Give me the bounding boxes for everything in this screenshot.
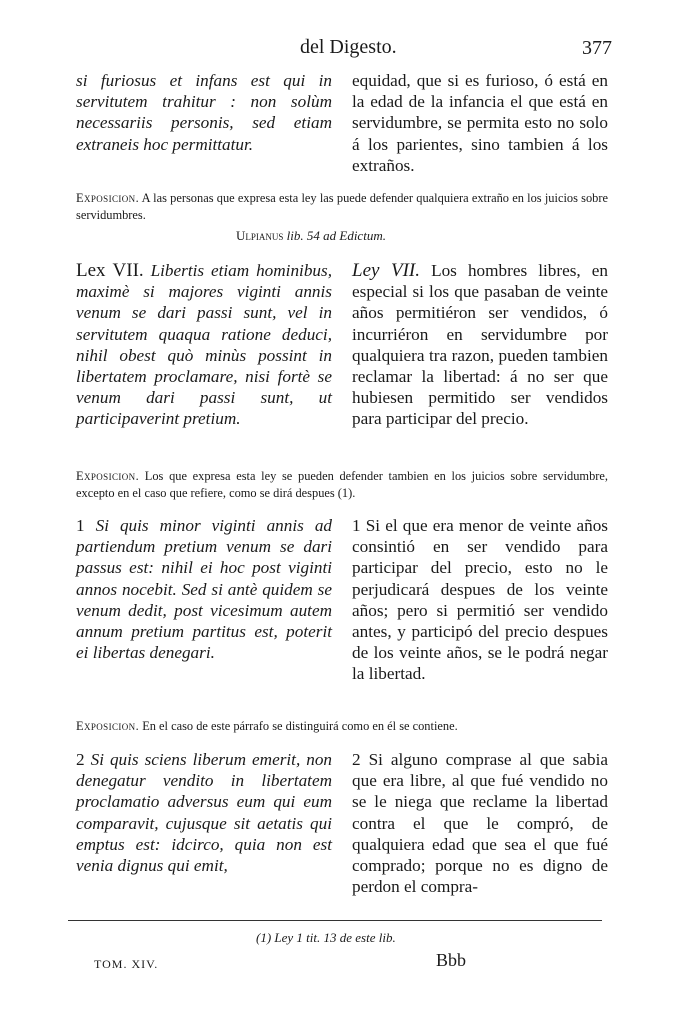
latin-text: si furiosus et infans est qui in servitutem trahitur : non solùm necessariis personis, sed etiam extraneis hoc permittatur.	[76, 71, 332, 154]
latin-column-lex7	[76, 260, 332, 430]
source-author: Ulpianus	[236, 228, 284, 243]
latin-column-block1	[76, 70, 332, 155]
law-heading-spanish: Ley VII.	[352, 260, 420, 281]
spanish-column-para2	[352, 749, 608, 897]
exposition-text: En el caso de este párrafo se distinguirá como en él se contiene.	[142, 719, 458, 733]
volume-label: TOM. XIV.	[94, 957, 159, 971]
spanish-column-lex7	[352, 260, 608, 430]
footnote-rule	[68, 920, 602, 921]
exposition-label: Exposicion.	[76, 719, 140, 733]
paragraph-number: 1	[352, 516, 361, 535]
exposition-text: Los que expresa esta ley se pueden defender tambien en los juicios sobre servidumbre, excepto en el caso que refiere, como se dirá despues (1).	[76, 469, 608, 500]
paragraph-number: 2	[76, 750, 85, 769]
exposition-note	[76, 190, 608, 224]
paragraph-number: 2	[352, 750, 361, 769]
spanish-text: Si el que era menor de veinte años consintió en ser vendido para participar del precio, esto no le perjudicará despues de los veinte años; pero si permitió ser vendido antes, y participó del precio despues de los veinte años, se le podrá negar la libertad.	[352, 516, 608, 684]
latin-text: Si quis minor viginti annis ad partiendum pretium venum se dari passus est: nihil ei hoc post viginti annos nocebit. Sed si antè quidem se venum dedit, post vicesimum autem annum pretium partitus est, poterit ei libertas denegari.	[76, 516, 333, 663]
paragraph-number: 1	[76, 516, 85, 535]
page-number: 377	[582, 37, 612, 59]
exposition-text: A las personas que expresa esta ley las puede defender qualquiera extraño en los juicios sobre servidumbres.	[76, 191, 608, 222]
latin-text: Libertis etiam hominibus, maximè si majores viginti annis venum se dari passi sunt, vel in servitutem quaqua ratione deduci, nihil obest quò minùs possint in libertatem proclamare, nisi fortè se venum dari passi sunt, ut participaverint pretium.	[76, 261, 332, 429]
spanish-text: equidad, que si es furioso, ó está en la edad de la infancia el que está en servidumbre, se permita esto no solo á los parientes, sino tambien á los extraños.	[352, 71, 608, 175]
exposition-note	[76, 468, 608, 502]
signature-mark: Bbb	[436, 950, 467, 970]
spanish-text: Los hombres libres, en especial si los que pasaban de veinte años permitiéron ser vendidos, ó incurriéron en servidumbre por qualquiera tra razon, pueden tambien reclamar la libertad: á no ser que hubiesen permitido ser vendidos para participar del precio.	[352, 261, 608, 429]
exposition-label: Exposicion.	[76, 469, 140, 483]
exposition-note	[76, 718, 608, 735]
spanish-column-block1	[352, 70, 608, 176]
latin-text: Si quis sciens liberum emerit, non denegatur vendito in libertatem proclamatio adversus eum qui eum comparavit, cujusque sit aetatis qui emptus est: idcirco, quia non est venia dignus qui emit,	[76, 750, 333, 876]
spanish-column-para1	[352, 515, 608, 685]
law-heading-latin: Lex VII.	[76, 260, 144, 281]
footnote: (1) Ley 1 tit. 13 de este lib.	[256, 930, 396, 945]
source-citation	[236, 228, 386, 244]
running-head: del Digesto.	[300, 36, 397, 58]
latin-column-para2	[76, 749, 332, 876]
latin-column-para1	[76, 515, 332, 663]
spanish-text: Si alguno comprase al que sabia que era libre, al que fué vendido no se le niega que reclame la libertad contra el que le compró, de qualquiera edad que sea el que fué comprado; porque no es digno de perdon el compra-	[352, 750, 608, 897]
source-reference: lib. 54 ad Edictum.	[286, 228, 386, 243]
exposition-label: Exposicion.	[76, 191, 140, 205]
